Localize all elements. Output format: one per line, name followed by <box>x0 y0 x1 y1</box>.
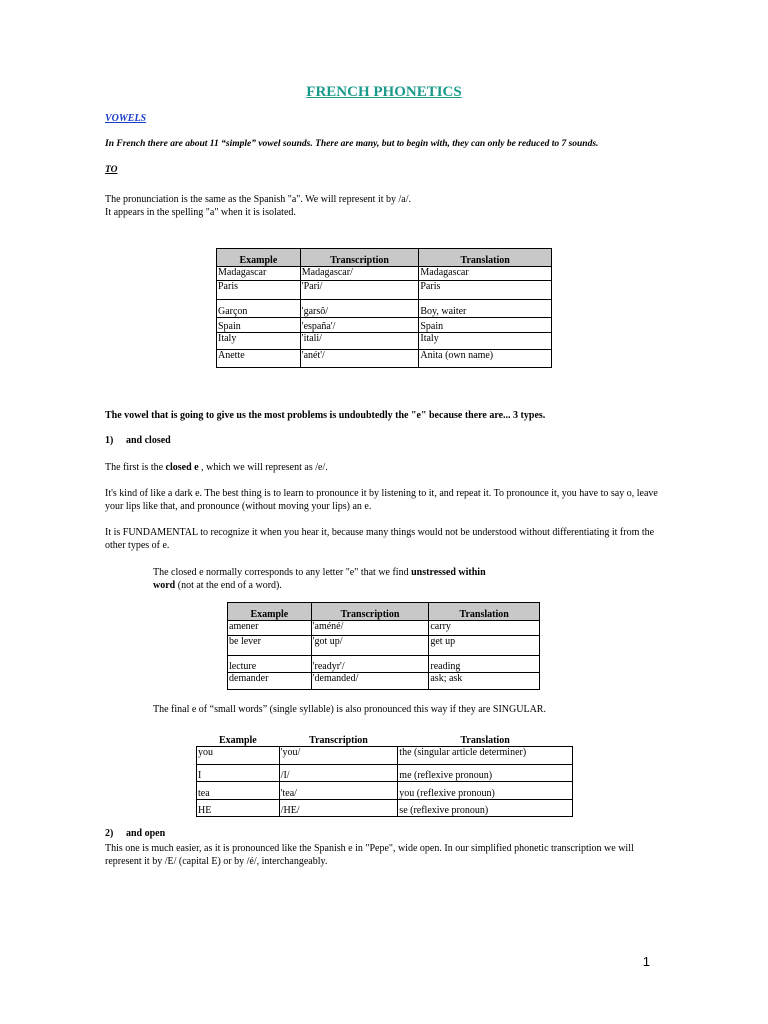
closed-paragraph-2: It's kind of like a dark e. The best thing is to learn to pronounce it by listening to it, and repeat it. To pronounce it, you have to say o, leave your lips like that, and pronounce (without moving your lips) an e. <box>105 488 658 512</box>
table-cell: 'garsô/ <box>300 300 419 318</box>
table-cell: 'got up/ <box>311 636 429 656</box>
table-row <box>217 350 552 368</box>
table-cell: Anette <box>217 350 301 368</box>
table-cell: ask; ask <box>429 673 540 690</box>
table-closed-e-examples <box>227 602 540 690</box>
e-problem-text: The vowel that is going to give us the most problems is undoubtedly the "e" because there are... 3 types. <box>105 410 546 421</box>
closed-paragraph-1 <box>105 461 665 474</box>
table-cell: carry <box>429 621 540 636</box>
table-cell: tea <box>197 782 280 800</box>
table-small-words-examples <box>196 729 573 817</box>
table-row <box>197 800 573 817</box>
table-header-row <box>228 603 540 621</box>
table-cell: amener <box>228 621 312 636</box>
table-cell: you (reflexive pronoun) <box>398 782 573 800</box>
table-cell: 'améné/ <box>311 621 429 636</box>
table-cell: you <box>197 747 280 765</box>
table-row <box>217 281 552 300</box>
subheading-to: TO <box>105 165 118 175</box>
closed-p4-text-d: (not at the end of a word). <box>175 580 282 591</box>
table-row <box>217 318 552 333</box>
table-cell: 'demanded/ <box>311 673 429 690</box>
table-header-cell: Transcription <box>311 603 429 621</box>
table-header-cell: Transcription <box>300 249 419 267</box>
table-cell: 'españa'/ <box>300 318 419 333</box>
table-cell: Madagascar/ <box>300 267 419 281</box>
table-header-cell: Example <box>197 729 280 747</box>
table-cell: Paris <box>217 281 301 300</box>
table-row <box>228 636 540 656</box>
table-header-row <box>197 729 573 747</box>
table-header-cell: Translation <box>429 603 540 621</box>
table-cell: Boy, waiter <box>419 300 552 318</box>
table-header-cell: Transcription <box>279 729 398 747</box>
table-cell: 'tea/ <box>279 782 398 800</box>
table-row <box>228 621 540 636</box>
table-cell: Spain <box>217 318 301 333</box>
page-number: 1 <box>642 954 650 969</box>
table-a-examples <box>216 248 552 368</box>
table-cell: 'readyr'/ <box>311 656 429 673</box>
page-title: FRENCH PHONETICS <box>306 84 462 100</box>
small-words-text: The final e of “small words” (single syllable) is also pronounced this way if they are SINGULAR. <box>153 704 546 715</box>
table-cell: Spain <box>419 318 552 333</box>
closed-p1-text-c: , which we will represent as /e/. <box>198 462 328 473</box>
table-cell: lecture <box>228 656 312 673</box>
table-header-row <box>217 249 552 267</box>
table-row <box>228 673 540 690</box>
table-cell: Madagascar <box>419 267 552 281</box>
table-cell: I <box>197 765 280 782</box>
heading-closed: and closed <box>126 435 171 446</box>
table-cell: reading <box>429 656 540 673</box>
closed-paragraph-3: It is FUNDAMENTAL to recognize it when you hear it, because many things would not be understood without differentiating it from the other types of e. <box>105 527 655 551</box>
table-cell: 'itali/ <box>300 333 419 350</box>
closed-p4-bold-a: unstressed within <box>411 567 486 578</box>
heading-open-number: 2) <box>105 828 114 839</box>
table-header-cell: Translation <box>398 729 573 747</box>
table-cell: Italy <box>217 333 301 350</box>
table-cell: HE <box>197 800 280 817</box>
table-row <box>228 656 540 673</box>
table-row <box>217 333 552 350</box>
table-cell: /I/ <box>279 765 398 782</box>
table-row <box>197 747 573 765</box>
table-row <box>217 267 552 281</box>
table-row <box>197 765 573 782</box>
table-header-cell: Example <box>217 249 301 267</box>
open-paragraph: This one is much easier, as it is pronounced like the Spanish e in "Pepe", wide open. In our simplified phonetic transcription we will represent it by /E/ (capital E) or by /é/, interchangeably. <box>105 843 634 867</box>
a-paragraph-line-2: It appears in the spelling "a" when it is isolated. <box>105 207 296 218</box>
a-paragraph-line-1: The pronunciation is the same as the Spanish "a". We will represent it by /a/. <box>105 194 411 205</box>
closed-p4-text-a: The closed e normally corresponds to any letter "e" that we find <box>153 567 412 578</box>
table-cell: se (reflexive pronoun) <box>398 800 573 817</box>
table-cell: the (singular article determiner) <box>398 747 573 765</box>
table-header-cell: Translation <box>419 249 552 267</box>
table-cell: Madagascar <box>217 267 301 281</box>
closed-p1-text-a: The first is the <box>105 462 166 473</box>
table-cell: demander <box>228 673 312 690</box>
intro-text: In French there are about 11 “simple” vowel sounds. There are many, but to begin with, they can only be reduced to 7 sounds. <box>105 139 599 149</box>
table-row <box>197 782 573 800</box>
table-cell: Italy <box>419 333 552 350</box>
heading-closed-number: 1) <box>105 435 114 446</box>
a-paragraph <box>105 193 665 219</box>
table-header-cell: Example <box>228 603 312 621</box>
table-cell: Garçon <box>217 300 301 318</box>
closed-p4-bold-b: word <box>153 580 176 591</box>
table-cell: 'Pari/ <box>300 281 419 300</box>
table-cell: get up <box>429 636 540 656</box>
table-cell: /HE/ <box>279 800 398 817</box>
table-cell: 'you/ <box>279 747 398 765</box>
heading-open: and open <box>126 828 166 839</box>
section-heading-vowels[interactable]: VOWELS <box>105 113 147 124</box>
table-cell: be lever <box>228 636 312 656</box>
table-cell: 'anét'/ <box>300 350 419 368</box>
closed-paragraph-4 <box>153 566 533 592</box>
table-row <box>217 300 552 318</box>
table-cell: Paris <box>419 281 552 300</box>
table-cell: me (reflexive pronoun) <box>398 765 573 782</box>
table-cell: Anita (own name) <box>419 350 552 368</box>
closed-e-term: closed e <box>165 462 199 473</box>
